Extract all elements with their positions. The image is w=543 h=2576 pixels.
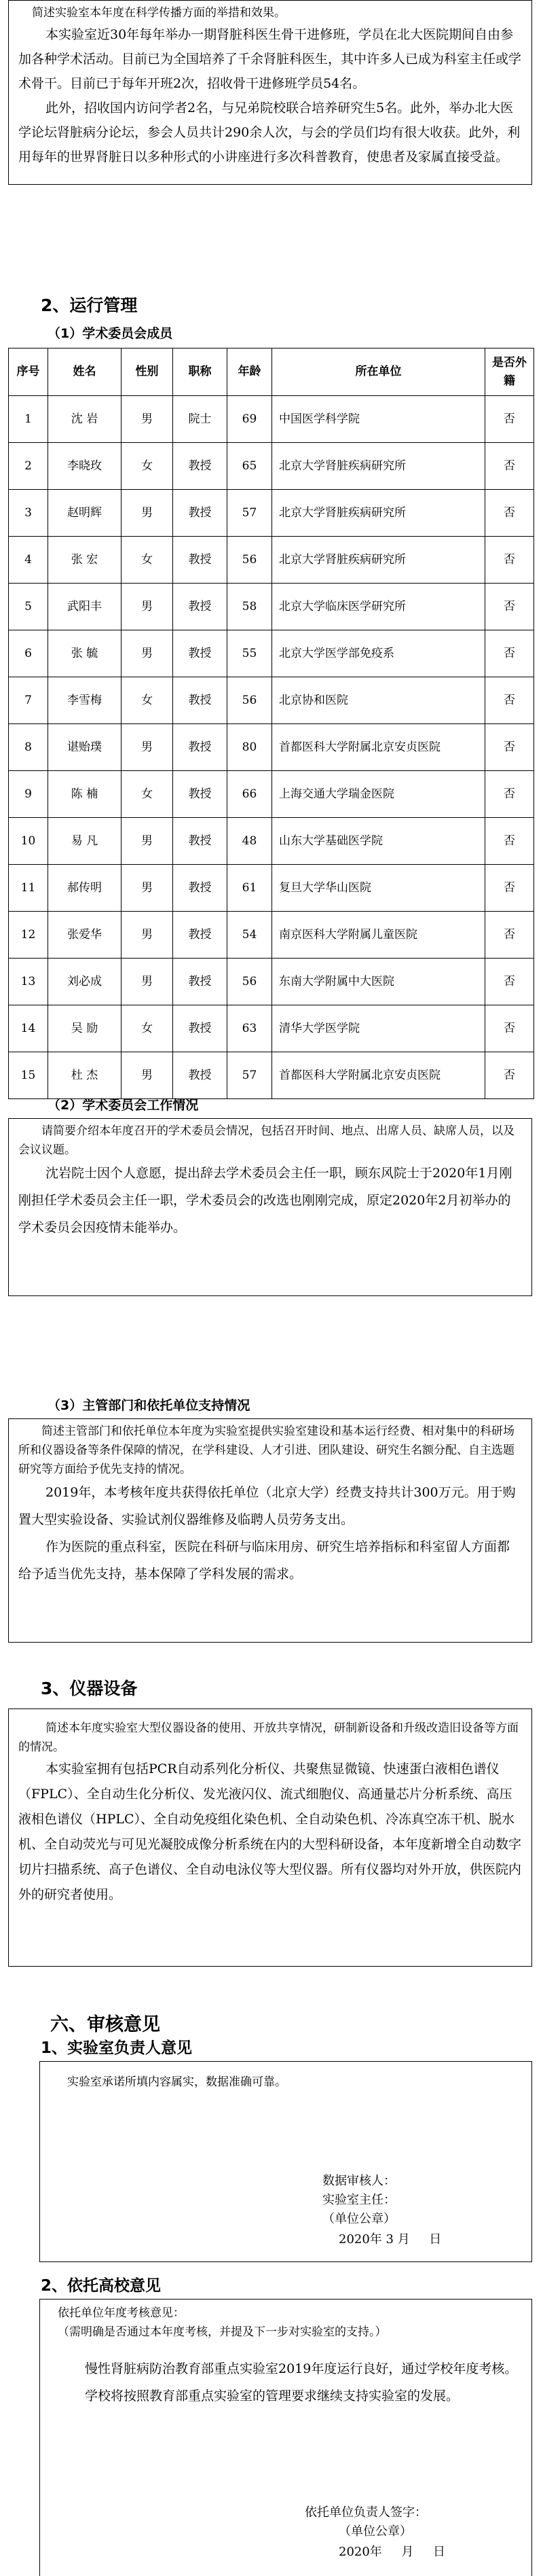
cell-foreign: 否 bbox=[485, 818, 534, 865]
table-row bbox=[9, 537, 534, 584]
section-heading: 3、仪器设备 bbox=[41, 1679, 138, 1698]
science-communication-paragraph: 本实验室近30年每年举办一期肾脏科医生骨干进修班，学员在北大医院期间自由参加各种学术活动。目前已为全国培养了千余肾脏科医生，其中许多人已成为科室主任或学术骨干。目前已于每年开班2次，招收骨干进修班学员54名。 bbox=[18, 27, 522, 91]
cell-index: 3 bbox=[9, 490, 48, 537]
cell-name: 沈 岩 bbox=[48, 396, 121, 443]
cell-foreign: 否 bbox=[485, 584, 534, 630]
cell-institution: 北京大学医学部免疫系 bbox=[272, 630, 485, 677]
table-header-row bbox=[9, 348, 534, 396]
cell-gender: 女 bbox=[121, 443, 173, 490]
host-opinion-text bbox=[58, 2355, 521, 2410]
cell-name: 刘必成 bbox=[48, 959, 121, 1005]
host-unit-seal-label: （单位公章） bbox=[339, 2524, 412, 2539]
subsection-heading: 1、实验室负责人意见 bbox=[41, 2039, 193, 2057]
cell-foreign: 否 bbox=[485, 630, 534, 677]
cell-title: 教授 bbox=[173, 677, 227, 724]
cell-institution: 中国医学科学院 bbox=[272, 396, 485, 443]
cell-name: 谌贻璞 bbox=[48, 724, 121, 771]
cell-age: 56 bbox=[227, 537, 272, 584]
cell-index: 13 bbox=[9, 959, 48, 1005]
host-date: 2020年 月 日 bbox=[339, 2545, 446, 2559]
subsection-heading: （2）学术委员会工作情况 bbox=[48, 1098, 199, 1113]
cell-institution: 北京大学肾脏疾病研究所 bbox=[272, 537, 485, 584]
cell-age: 56 bbox=[227, 677, 272, 724]
data-reviewer-label: 数据审核人： bbox=[322, 2174, 396, 2188]
cell-foreign: 否 bbox=[485, 443, 534, 490]
lab-head-opinion-text: 实验室承诺所填内容属实，数据准确可靠。 bbox=[67, 2075, 286, 2089]
cell-foreign: 否 bbox=[485, 724, 534, 771]
cell-age: 55 bbox=[227, 630, 272, 677]
cell-index: 11 bbox=[9, 865, 48, 912]
cell-title: 教授 bbox=[173, 1005, 227, 1052]
cell-name: 张爱华 bbox=[48, 912, 121, 959]
table-row bbox=[9, 630, 534, 677]
cell-title: 教授 bbox=[173, 537, 227, 584]
equipment-prompt: 简述本年度实验室大型仪器设备的使用、开放共享情况，研制新设备和升级改造旧设备等方面的情况。 bbox=[18, 1721, 519, 1754]
table-row bbox=[9, 1005, 534, 1052]
subsection-heading: 2、依托高校意见 bbox=[41, 2277, 162, 2295]
cell-title: 教授 bbox=[173, 724, 227, 771]
cell-index: 12 bbox=[9, 912, 48, 959]
cell-gender: 女 bbox=[121, 537, 173, 584]
cell-gender: 男 bbox=[121, 818, 173, 865]
unit-seal-label: （单位公章） bbox=[322, 2212, 396, 2226]
committee-work-text: 沈岩院士因个人意愿，提出辞去学术委员会主任一职，顾东风院士于2020年1月刚刚担任学术委员会主任一职，学术委员会的改选也刚刚完成，原定2020年2月初举办的学术委员会因疫情未能举办。 bbox=[18, 1166, 512, 1235]
cell-name: 吴 励 bbox=[48, 1005, 121, 1052]
cell-gender: 男 bbox=[121, 490, 173, 537]
cell-index: 7 bbox=[9, 677, 48, 724]
cell-foreign: 否 bbox=[485, 912, 534, 959]
equipment-box bbox=[8, 1709, 532, 1967]
cell-age: 63 bbox=[227, 1005, 272, 1052]
table-row bbox=[9, 818, 534, 865]
cell-institution: 上海交通大学瑞金医院 bbox=[272, 771, 485, 818]
cell-age: 57 bbox=[227, 490, 272, 537]
host-opinion-paragraph: 学校将按照教育部重点实验室的管理要求继续支持实验室的发展。 bbox=[85, 2389, 460, 2403]
cell-institution: 南京医科大学附属儿童医院 bbox=[272, 912, 485, 959]
cell-title: 教授 bbox=[173, 630, 227, 677]
cell-name: 赵明辉 bbox=[48, 490, 121, 537]
cell-index: 5 bbox=[9, 584, 48, 630]
equipment-text: 本实验室拥有包括PCR自动系列化分析仪、共聚焦显微镜、快速蛋白液相色谱仪（FPLC）、全自动生化分析仪、发光液闪仪、流式细胞仪、高通量芯片分析系统、高压液相色谱仪（HPLC）、全自动免疫组化染色机、全自动染色机、冷冻真空冻干机、脱水机、全自动荧光与可见光凝胶成像分析系统在内的大型科研设备，本年度新增全自动数字切片扫描系统、高子色谱仪、全自动电泳仪等大型仪器。所有仪器均对外开放，供医院内外的研究者使用。 bbox=[18, 1761, 522, 1902]
cell-institution: 首都医科大学附属北京安贞医院 bbox=[272, 1052, 485, 1099]
cell-foreign: 否 bbox=[485, 537, 534, 584]
table-row bbox=[9, 490, 534, 537]
cell-gender: 男 bbox=[121, 912, 173, 959]
host-opinion-prompt: 依托单位年度考核意见： bbox=[58, 2306, 185, 2320]
cell-gender: 女 bbox=[121, 677, 173, 724]
cell-index: 6 bbox=[9, 630, 48, 677]
cell-age: 65 bbox=[227, 443, 272, 490]
column-header: 序号 bbox=[9, 348, 48, 396]
cell-institution: 东南大学附属中大医院 bbox=[272, 959, 485, 1005]
section-heading: 六、审核意见 bbox=[50, 2014, 160, 2035]
cell-foreign: 否 bbox=[485, 396, 534, 443]
table-row bbox=[9, 443, 534, 490]
cell-title: 教授 bbox=[173, 865, 227, 912]
cell-institution: 北京协和医院 bbox=[272, 677, 485, 724]
committee-work-prompt: 请简要介绍本年度召开的学术委员会情况，包括召开时间、地点、出席人员、缺席人员，以及会议议题。 bbox=[18, 1124, 514, 1157]
cell-foreign: 否 bbox=[485, 677, 534, 724]
committee-work-box bbox=[8, 1118, 532, 1296]
table-row bbox=[9, 959, 534, 1005]
science-communication-paragraph: 此外，招收国内访问学者2名，与兄弟院校联合培养研究生5名。此外，举办北大医学论坛肾脏病分论坛，参会人员共计290余人次，与会的学员们均有很大收获。此外，利用每年的世界肾脏日以多种形式的小讲座进行多次科普教育，使患者及家属直接受益。 bbox=[18, 101, 521, 164]
cell-name: 武阳丰 bbox=[48, 584, 121, 630]
cell-institution: 山东大学基础医学院 bbox=[272, 818, 485, 865]
host-leader-signature-label: 依托单位负责人签字： bbox=[305, 2505, 427, 2520]
cell-age: 56 bbox=[227, 959, 272, 1005]
cell-age: 57 bbox=[227, 1052, 272, 1099]
cell-name: 郝传明 bbox=[48, 865, 121, 912]
cell-title: 教授 bbox=[173, 1052, 227, 1099]
science-communication-prompt: 简述实验室本年度在科学传播方面的举措和效果。 bbox=[32, 6, 286, 20]
cell-title: 教授 bbox=[173, 490, 227, 537]
cell-foreign: 否 bbox=[485, 959, 534, 1005]
cell-name: 张 毓 bbox=[48, 630, 121, 677]
cell-title: 教授 bbox=[173, 818, 227, 865]
cell-foreign: 否 bbox=[485, 865, 534, 912]
cell-gender: 男 bbox=[121, 396, 173, 443]
cell-gender: 女 bbox=[121, 771, 173, 818]
support-prompt: 简述主管部门和依托单位本年度为实验室提供实验室建设和基本运行经费、相对集中的科研场所和仪器设备等条件保障的情况，在学科建设、人才引进、团队建设、研究生名额分配、自主选题研究等方面给予优先支持的情况。 bbox=[18, 1425, 514, 1476]
section-heading: 2、运行管理 bbox=[41, 296, 138, 315]
cell-institution: 复旦大学华山医院 bbox=[272, 865, 485, 912]
cell-index: 14 bbox=[9, 1005, 48, 1052]
cell-foreign: 否 bbox=[485, 1052, 534, 1099]
table-row bbox=[9, 771, 534, 818]
cell-gender: 男 bbox=[121, 630, 173, 677]
cell-index: 15 bbox=[9, 1052, 48, 1099]
cell-age: 69 bbox=[227, 396, 272, 443]
cell-title: 教授 bbox=[173, 959, 227, 1005]
support-paragraph: 2019年，本考核年度共获得依托单位（北京大学）经费支持共计300万元。用于购置大型实验设备、实验试剂仪器维修及临聘人员劳务支出。 bbox=[18, 1485, 516, 1527]
cell-age: 61 bbox=[227, 865, 272, 912]
cell-name: 张 宏 bbox=[48, 537, 121, 584]
column-header: 是否外籍 bbox=[485, 348, 534, 396]
support-box bbox=[8, 1418, 532, 1643]
cell-index: 4 bbox=[9, 537, 48, 584]
cell-title: 教授 bbox=[173, 771, 227, 818]
cell-title: 教授 bbox=[173, 443, 227, 490]
lab-director-label: 实验室主任： bbox=[322, 2193, 396, 2207]
cell-age: 66 bbox=[227, 771, 272, 818]
cell-name: 易 凡 bbox=[48, 818, 121, 865]
table-row bbox=[9, 1052, 534, 1099]
cell-gender: 男 bbox=[121, 865, 173, 912]
table-row bbox=[9, 912, 534, 959]
cell-gender: 女 bbox=[121, 1005, 173, 1052]
cell-foreign: 否 bbox=[485, 490, 534, 537]
cell-age: 54 bbox=[227, 912, 272, 959]
table-row bbox=[9, 724, 534, 771]
table-row bbox=[9, 396, 534, 443]
committee-members-table bbox=[8, 348, 534, 1099]
cell-name: 杜 杰 bbox=[48, 1052, 121, 1099]
cell-title: 院士 bbox=[173, 396, 227, 443]
host-opinion-paragraph: 慢性肾脏病防治教育部重点实验室2019年度运行良好，通过学校年度考核。 bbox=[85, 2361, 518, 2376]
cell-name: 陈 楠 bbox=[48, 771, 121, 818]
cell-gender: 男 bbox=[121, 584, 173, 630]
host-university-opinion-box bbox=[39, 2299, 532, 2576]
table-row bbox=[9, 584, 534, 630]
cell-foreign: 否 bbox=[485, 1005, 534, 1052]
cell-title: 教授 bbox=[173, 584, 227, 630]
support-paragraph: 作为医院的重点科室，医院在科研与临床用房、研究生培养指标和科室留人方面都给予适当优先支持，基本保障了学科发展的需求。 bbox=[18, 1539, 510, 1581]
subsection-heading: （1）学术委员会成员 bbox=[48, 326, 173, 341]
cell-institution: 北京大学肾脏疾病研究所 bbox=[272, 490, 485, 537]
cell-name: 李雪梅 bbox=[48, 677, 121, 724]
column-header: 所在单位 bbox=[272, 348, 485, 396]
cell-gender: 男 bbox=[121, 724, 173, 771]
cell-index: 10 bbox=[9, 818, 48, 865]
cell-institution: 北京大学临床医学研究所 bbox=[272, 584, 485, 630]
table-row bbox=[9, 677, 534, 724]
cell-foreign: 否 bbox=[485, 771, 534, 818]
cell-title: 教授 bbox=[173, 912, 227, 959]
column-header: 性别 bbox=[121, 348, 173, 396]
cell-index: 8 bbox=[9, 724, 48, 771]
cell-index: 2 bbox=[9, 443, 48, 490]
cell-institution: 首都医科大学附属北京安贞医院 bbox=[272, 724, 485, 771]
table-row bbox=[9, 865, 534, 912]
cell-index: 1 bbox=[9, 396, 48, 443]
column-header: 职称 bbox=[173, 348, 227, 396]
cell-age: 80 bbox=[227, 724, 272, 771]
column-header: 姓名 bbox=[48, 348, 121, 396]
cell-age: 58 bbox=[227, 584, 272, 630]
cell-institution: 清华大学医学院 bbox=[272, 1005, 485, 1052]
cell-institution: 北京大学肾脏疾病研究所 bbox=[272, 443, 485, 490]
cell-gender: 男 bbox=[121, 1052, 173, 1099]
lab-head-date: 2020年 3 月 日 bbox=[339, 2232, 442, 2247]
column-header: 年龄 bbox=[227, 348, 272, 396]
cell-age: 48 bbox=[227, 818, 272, 865]
cell-gender: 男 bbox=[121, 959, 173, 1005]
science-communication-box bbox=[8, 0, 532, 185]
host-opinion-note: （需明确是否通过本年度考核，并提及下一步对实验室的支持。） bbox=[58, 2325, 387, 2339]
subsection-heading: （3）主管部门和依托单位支持情况 bbox=[48, 1398, 250, 1413]
cell-name: 李晓玫 bbox=[48, 443, 121, 490]
lab-head-opinion-box bbox=[39, 2061, 532, 2262]
cell-index: 9 bbox=[9, 771, 48, 818]
